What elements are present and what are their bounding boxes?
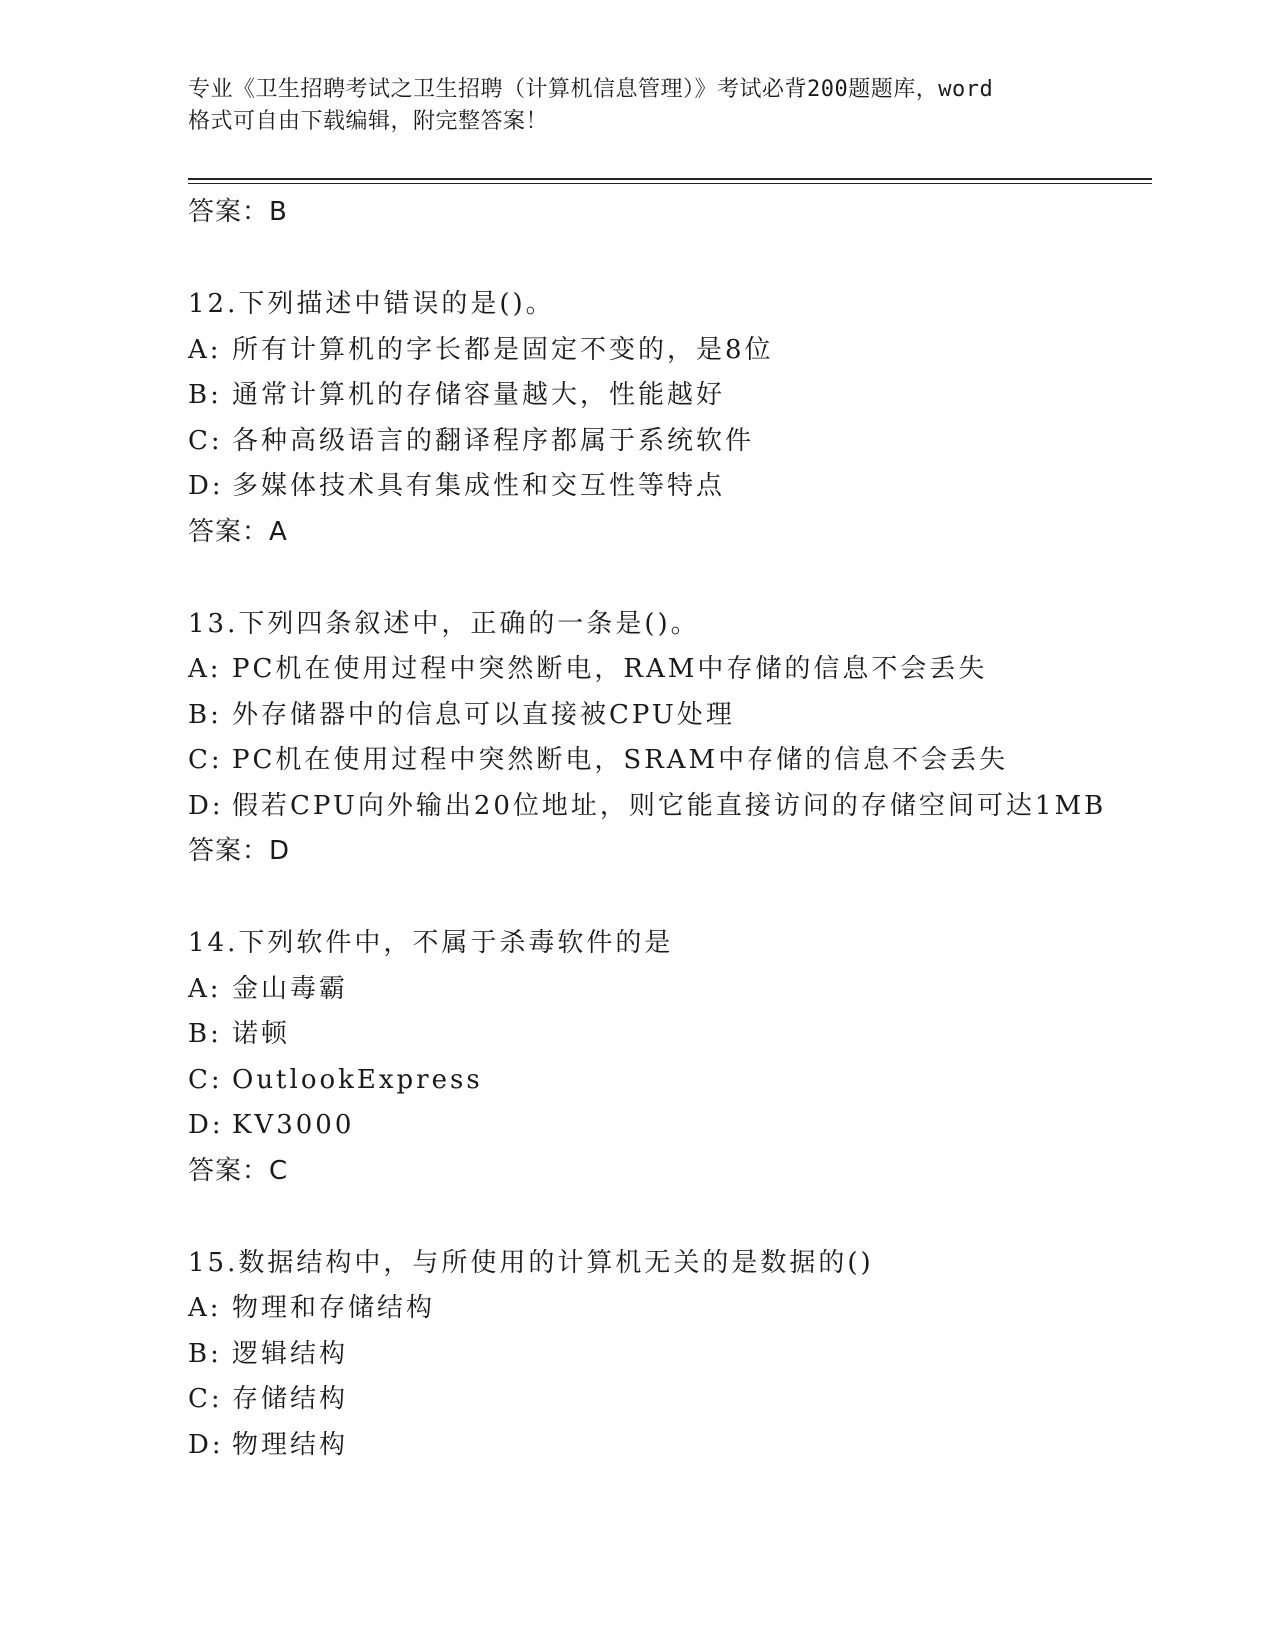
option-letter: D: xyxy=(188,1429,224,1460)
option-text: KV3000 xyxy=(232,1110,355,1140)
option-d xyxy=(188,1423,1148,1469)
question-block xyxy=(188,1241,1148,1469)
option-b xyxy=(188,693,1148,739)
option-text: 假若CPU向外输出20位地址，则它能直接访问的存储空间可达1MB xyxy=(232,790,1107,821)
question-block xyxy=(188,921,1148,1194)
option-text: OutlookExpress xyxy=(232,1064,483,1095)
previous-answer: 答案：B xyxy=(188,197,288,227)
option-letter: D: xyxy=(188,1110,224,1140)
option-a xyxy=(188,647,1148,693)
spacer xyxy=(188,555,1148,602)
option-text: 金山毒霸 xyxy=(232,973,349,1004)
option-c xyxy=(188,1058,1148,1104)
option-d xyxy=(188,784,1148,830)
answer-line: 答案：A xyxy=(188,516,288,547)
option-text: 诺顿 xyxy=(232,1019,291,1049)
option-text: 所有计算机的字长都是固定不变的，是8位 xyxy=(232,334,774,365)
question-stem: 12.下列描述中错误的是()。 xyxy=(188,289,555,319)
answer-line: 答案：D xyxy=(188,836,291,866)
question-stem: 13.下列四条叙述中，正确的一条是()。 xyxy=(188,608,700,639)
option-a xyxy=(188,967,1148,1013)
option-letter: B: xyxy=(188,1019,222,1049)
option-text: 外存储器中的信息可以直接被CPU处理 xyxy=(232,699,735,730)
option-text: 各种高级语言的翻译程序都属于系统软件 xyxy=(232,425,755,456)
option-letter: A: xyxy=(188,334,222,365)
option-b xyxy=(188,373,1148,419)
option-text: 物理和存储结构 xyxy=(232,1293,436,1323)
option-letter: B: xyxy=(188,699,222,730)
option-text: 逻辑结构 xyxy=(232,1338,349,1369)
header-divider-thin xyxy=(188,183,1152,184)
option-text: PC机在使用过程中突然断电，RAM中存储的信息不会丢失 xyxy=(232,654,988,684)
header-divider-thick xyxy=(188,178,1152,180)
option-d xyxy=(188,1103,1148,1149)
header-title-line-2: 格式可自由下载编辑，附完整答案！ xyxy=(188,109,549,134)
option-c xyxy=(188,419,1148,465)
question-stem: 15.数据结构中，与所使用的计算机无关的是数据的() xyxy=(188,1247,874,1278)
option-c xyxy=(188,1377,1148,1423)
option-d xyxy=(188,464,1148,510)
option-letter: A: xyxy=(188,973,222,1004)
option-letter: A: xyxy=(188,1293,222,1323)
question-block xyxy=(188,282,1148,555)
option-letter: D: xyxy=(188,471,224,501)
option-a xyxy=(188,1286,1148,1332)
option-a xyxy=(188,328,1148,374)
spacer xyxy=(188,235,1148,282)
option-text: 通常计算机的存储容量越大，性能越好 xyxy=(232,380,726,410)
option-letter: A: xyxy=(188,654,222,684)
option-letter: C: xyxy=(188,425,223,456)
option-text: 物理结构 xyxy=(232,1429,349,1460)
spacer xyxy=(188,874,1148,921)
header-title-line-1: 专业《卫生招聘考试之卫生招聘（计算机信息管理）》考试必背200题题库，word xyxy=(188,77,994,102)
option-letter: D: xyxy=(188,790,224,821)
question-block xyxy=(188,602,1148,875)
question-list xyxy=(188,190,1148,1468)
option-letter: C: xyxy=(188,1064,223,1095)
option-letter: B: xyxy=(188,1338,222,1369)
option-letter: C: xyxy=(188,745,223,775)
spacer xyxy=(188,1194,1148,1241)
option-b xyxy=(188,1012,1148,1058)
question-stem: 14.下列软件中，不属于杀毒软件的是 xyxy=(188,928,674,958)
option-letter: C: xyxy=(188,1384,223,1414)
option-text: 多媒体技术具有集成性和交互性等特点 xyxy=(232,471,726,501)
answer-line: 答案：C xyxy=(188,1155,289,1186)
option-text: PC机在使用过程中突然断电，SRAM中存储的信息不会丢失 xyxy=(232,745,1009,775)
document-header xyxy=(188,74,1088,138)
option-c xyxy=(188,738,1148,784)
option-text: 存储结构 xyxy=(232,1384,349,1414)
option-letter: B: xyxy=(188,380,222,410)
option-b xyxy=(188,1332,1148,1378)
